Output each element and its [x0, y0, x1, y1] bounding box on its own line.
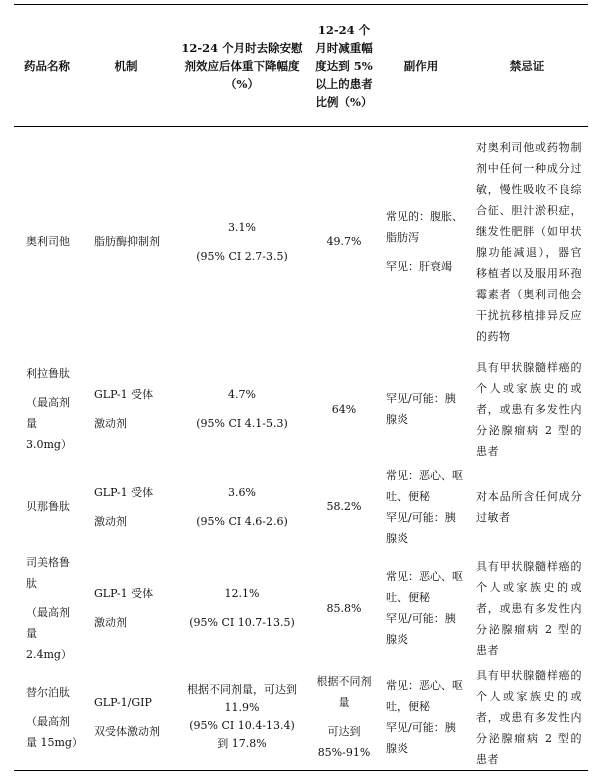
contraindications: 对奥利司他或药物制剂中任何一种成分过敏，慢性吸收不良综合征、胆汁淤积症，继发性肥胖（如甲状腺功能减退），器官移植者以及服用环孢霉素者（奥利司他会干扰抗移植排异反应的药物 — [476, 140, 582, 343]
drug-name: 贝那鲁肽 — [26, 500, 70, 513]
drug-name: 司美格鲁肽 （最高剂量 2.4mg） — [26, 555, 72, 661]
side-effects: 常见：恶心、呕吐、便秘 罕见/可能：胰腺炎 — [386, 468, 463, 545]
weight-loss: 4.7% (95% CI 4.1-5.3) — [196, 388, 288, 430]
header-responders: 12-24 个月时减重幅度达到 5%以上的患者比例（%） — [315, 22, 373, 109]
table-row — [14, 462, 588, 552]
drug-name: 替尔泊肽 （最高剂量 15mg） — [26, 685, 83, 749]
weight-loss: 3.1% (95% CI 2.7-3.5) — [196, 220, 288, 263]
table-row — [14, 665, 588, 771]
drug-comparison-table — [14, 4, 588, 771]
mechanism: GLP-1 受体 激动剂 — [94, 485, 154, 528]
weight-loss: 3.6% (95% CI 4.6-2.6) — [196, 485, 288, 528]
drug-name: 奥利司他 — [26, 235, 70, 249]
contraindications: 具有甲状腺髓样癌的个人或家族史的或者，或患有多发性内分泌腺瘤病 2 型的患者 — [476, 559, 582, 657]
drug-name: 利拉鲁肽 （最高剂量 3.0mg） — [26, 367, 72, 451]
responders: 58.2% — [326, 500, 362, 513]
side-effects: 常见：恶心、呕吐，便秘 罕见/可能：胰腺炎 — [386, 679, 463, 755]
mechanism: GLP-1/GIP 双受体激动剂 — [94, 696, 160, 738]
responders: 85.8% — [326, 601, 362, 615]
mechanism: GLP-1 受体 激动剂 — [94, 388, 154, 430]
side-effects: 常见的：腹胀、脂肪泻 罕见：肝衰竭 — [386, 210, 463, 274]
mechanism: 脂肪酶抑制剂 — [94, 235, 160, 249]
table-row — [14, 552, 588, 665]
contraindications: 具有甲状腺髓样癌的个人或家族史的或者，或患有多发性内分泌腺瘤病 2 型的患者 — [476, 360, 582, 458]
responders: 根据不同剂量 可达到 85%-91% — [316, 675, 372, 759]
header-row — [14, 5, 588, 127]
header-drug-name: 药品名称 — [24, 58, 70, 73]
mechanism: GLP-1 受体 激动剂 — [94, 587, 154, 629]
contraindications: 对本品所含任何成分过敏者 — [476, 489, 582, 524]
weight-loss: 根据不同剂量，可达到 11.9% (95% CI 10.4-13.4) 到 17.8% — [187, 683, 297, 750]
contraindications: 具有甲状腺髓样癌的个人或家族史的或者，或患有多发性内分泌腺瘤病 2 型的患者 — [476, 668, 582, 766]
weight-loss: 12.1% (95% CI 10.7-13.5) — [189, 587, 295, 629]
responders: 49.7% — [326, 235, 362, 249]
header-mechanism: 机制 — [114, 58, 138, 73]
header-contraindications: 禁忌证 — [509, 58, 545, 73]
header-weight-loss: 12-24 个月时去除安慰剂效应后体重下降幅度（%） — [181, 40, 303, 91]
side-effects: 罕见/可能：胰腺炎 — [386, 392, 456, 426]
responders: 64% — [331, 402, 357, 416]
header-side-effects: 副作用 — [403, 58, 439, 73]
side-effects: 常见：恶心、呕吐、便秘 罕见/可能：胰腺炎 — [386, 570, 463, 646]
table-row — [14, 127, 588, 357]
table-row — [14, 357, 588, 462]
